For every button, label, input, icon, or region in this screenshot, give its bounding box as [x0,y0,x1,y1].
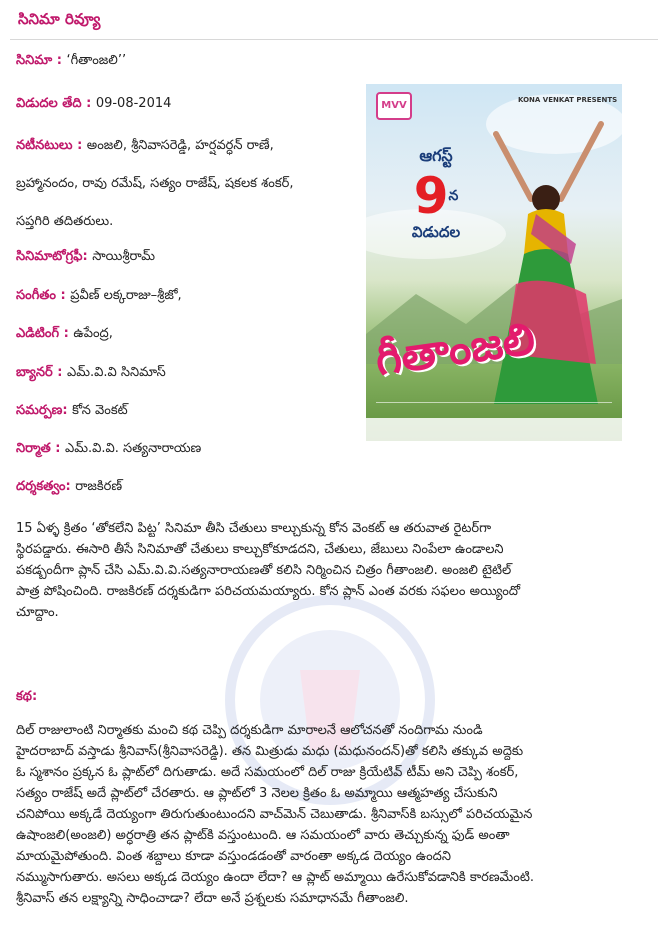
story-line: హైదరాబాద్ వస్తాడు శ్రీనివాస్(శ్రీనివాసరెడ్డి). తన మిత్రుడు మధు (మధునందన్)తో కలిసి తక్కువ అద్దెకు [16,744,524,759]
info-value: సాయిశ్రీరామ్ [92,249,155,264]
info-value: అంజలి, శ్రీనివాసరెడ్డి, హర్షవర్ధన్ రాణే, [86,138,274,153]
story-line: ఉషాంజలి(అంజలి) అర్ధరాత్రి తన ప్లాట్‌కి వస్తుంటుంది. ఆ సమయంలో వారు తెచ్చుకున్న ఫుడ్ అంతా [16,828,510,843]
cast-continued-line: సప్తగిరి తదితరులు. [16,214,114,229]
info-music [16,287,182,305]
info-banner [16,364,166,382]
info-movie [16,52,126,70]
poster-date-number: 9 [413,167,449,225]
poster-sponsor-bar [366,418,622,441]
story-line: ఓ స్మశానం ప్రక్కన ఓ ప్లాట్‌లో దిగుతాడు. అదే సమయంలో దిల్ రాజు క్రియేటివ్ టీమ్ అని చెప్పి శంకర్, [16,765,519,780]
poster-studio-logo: MVV [376,92,412,120]
info-cast [16,137,274,155]
movie-poster [366,84,622,441]
info-label: ఎడిటింగ్ : [16,326,74,341]
poster-date-day [384,169,488,223]
info-label: బ్యానర్ : [16,365,67,380]
poster-presenter-text: KONA VENKAT PRESENTS [518,96,618,104]
intro-line: 15 ఏళ్ళ క్రితం ‘తోకలేని పిట్ట’ సినిమా తీసి చేతులు కాల్చుకున్న కోన వెంకట్ ఆ తరువాత రైటర్‌గా [16,521,492,536]
info-value: ‘గీతాంజలి’’ [66,53,127,68]
story-paragraph [16,720,650,909]
info-label: సంగీతం : [16,288,71,303]
info-value: ఎమ్.వి.వి సినిమాస్ [66,365,166,380]
story-line: చనిపోయి అక్కడే దెయ్యంగా తిరుగుతుంటుందని వాచ్‌మెన్ చెబుతాడు. శ్రీనివాస్‌కి బస్సులో పరిచయమైన [16,807,533,822]
story-line: శ్రీనివాస్ తన లక్ష్యాన్ని సాధించాడా? లేదా అనే ప్రశ్నలకు సమాధానమే గీతాంజలి. [16,891,409,906]
info-label: సినిమా : [16,53,67,68]
info-value: ప్రవీణ్ లక్కరాజు–శ్రీజో, [70,288,182,303]
info-value: కోన వెంకట్ [72,403,128,418]
poster-title-art: గీతాంజలి [372,313,538,386]
info-label: సమర్పణ: [16,403,73,418]
info-label: నటీనటులు : [16,138,87,153]
info-value: రాజకిరణ్ [75,479,123,494]
info-cinematography [16,248,155,266]
info-release-date [16,95,171,113]
poster-date-release-word: విడుదల [411,223,461,241]
page-title: సినిమా రివ్యూ [18,10,101,28]
info-presenter [16,402,128,420]
story-line: దిల్ రాజులాంటి నిర్మాతకు మంచి కథ చెప్పి దర్శకుడిగా మారాలనే ఆలోచనతో నందిగామ నుండి [16,723,483,738]
info-producer [16,440,201,458]
info-value: ఎమ్.వి.వి. సత్యనారాయణ [64,441,202,456]
info-value: 09-08-2014 [95,96,172,111]
info-label: సినిమాటోగ్రఫీ: [16,249,93,264]
story-line: సత్యం రాజేష్ అదే ప్లాట్‌లో చేరతారు. ఆ ప్లాట్‌లో 3 నెలల క్రితం ఓ అమ్మాయి ఆత్మహత్య చేసుకుని [16,786,498,801]
info-label: దర్శకత్వం: [16,479,76,494]
story-line: నమ్ముసాగుతారు. అసలు అక్కడ దెయ్యం ఉందా లేదా? ఆ ప్లాట్ అమ్మాయి ఉరేసుకోవడానికి కారణమేంటి. [16,870,535,885]
intro-line: చూద్దాం. [16,605,59,620]
info-editing [16,325,113,343]
story-heading: కథ: [16,689,38,704]
info-value: ఉపేంద్ర, [73,326,113,341]
poster-credits-strip [376,402,612,412]
intro-line: పాత్ర పోషించింది. రాజకిరణ్ దర్శకుడిగా పరిచయమయ్యారు. కోన ప్లాన్ ఎంత వరకు సఫలం అయ్యిందో [16,584,521,599]
poster-release-date [384,146,488,245]
info-director [16,478,122,496]
poster-date-month: ఆగస్ట్ [419,146,453,165]
story-line: మాయమైపోతుంది. వింత శబ్దాలు కూడా వస్తుండడంతో వారంతా అక్కడ దెయ్యం ఉందని [16,849,451,864]
info-label: నిర్మాత : [16,441,65,456]
poster-date-suffix: న [448,188,459,204]
header-divider [10,39,658,40]
intro-line: పకడ్బందీగా ప్లాన్ చేసి ఎమ్.వి.వి.సత్యనారాయణతో కలిసి నిర్మించిన చిత్రం గీతాంజలి. అంజలి టైటిల్ [16,563,512,578]
intro-line: స్థిరపడ్డారు. ఈసారి తీసే సినిమాతో చేతులు కాల్చుకోకూడదని, చేతులు, జేబులు నింపేలా ఉండాలని [16,542,504,557]
info-label: విడుదల తేది : [16,96,96,111]
cast-continued-line: బ్రహ్మానందం, రావు రమేష్, సత్యం రాజేష్, షకలక శంకర్, [16,176,294,191]
